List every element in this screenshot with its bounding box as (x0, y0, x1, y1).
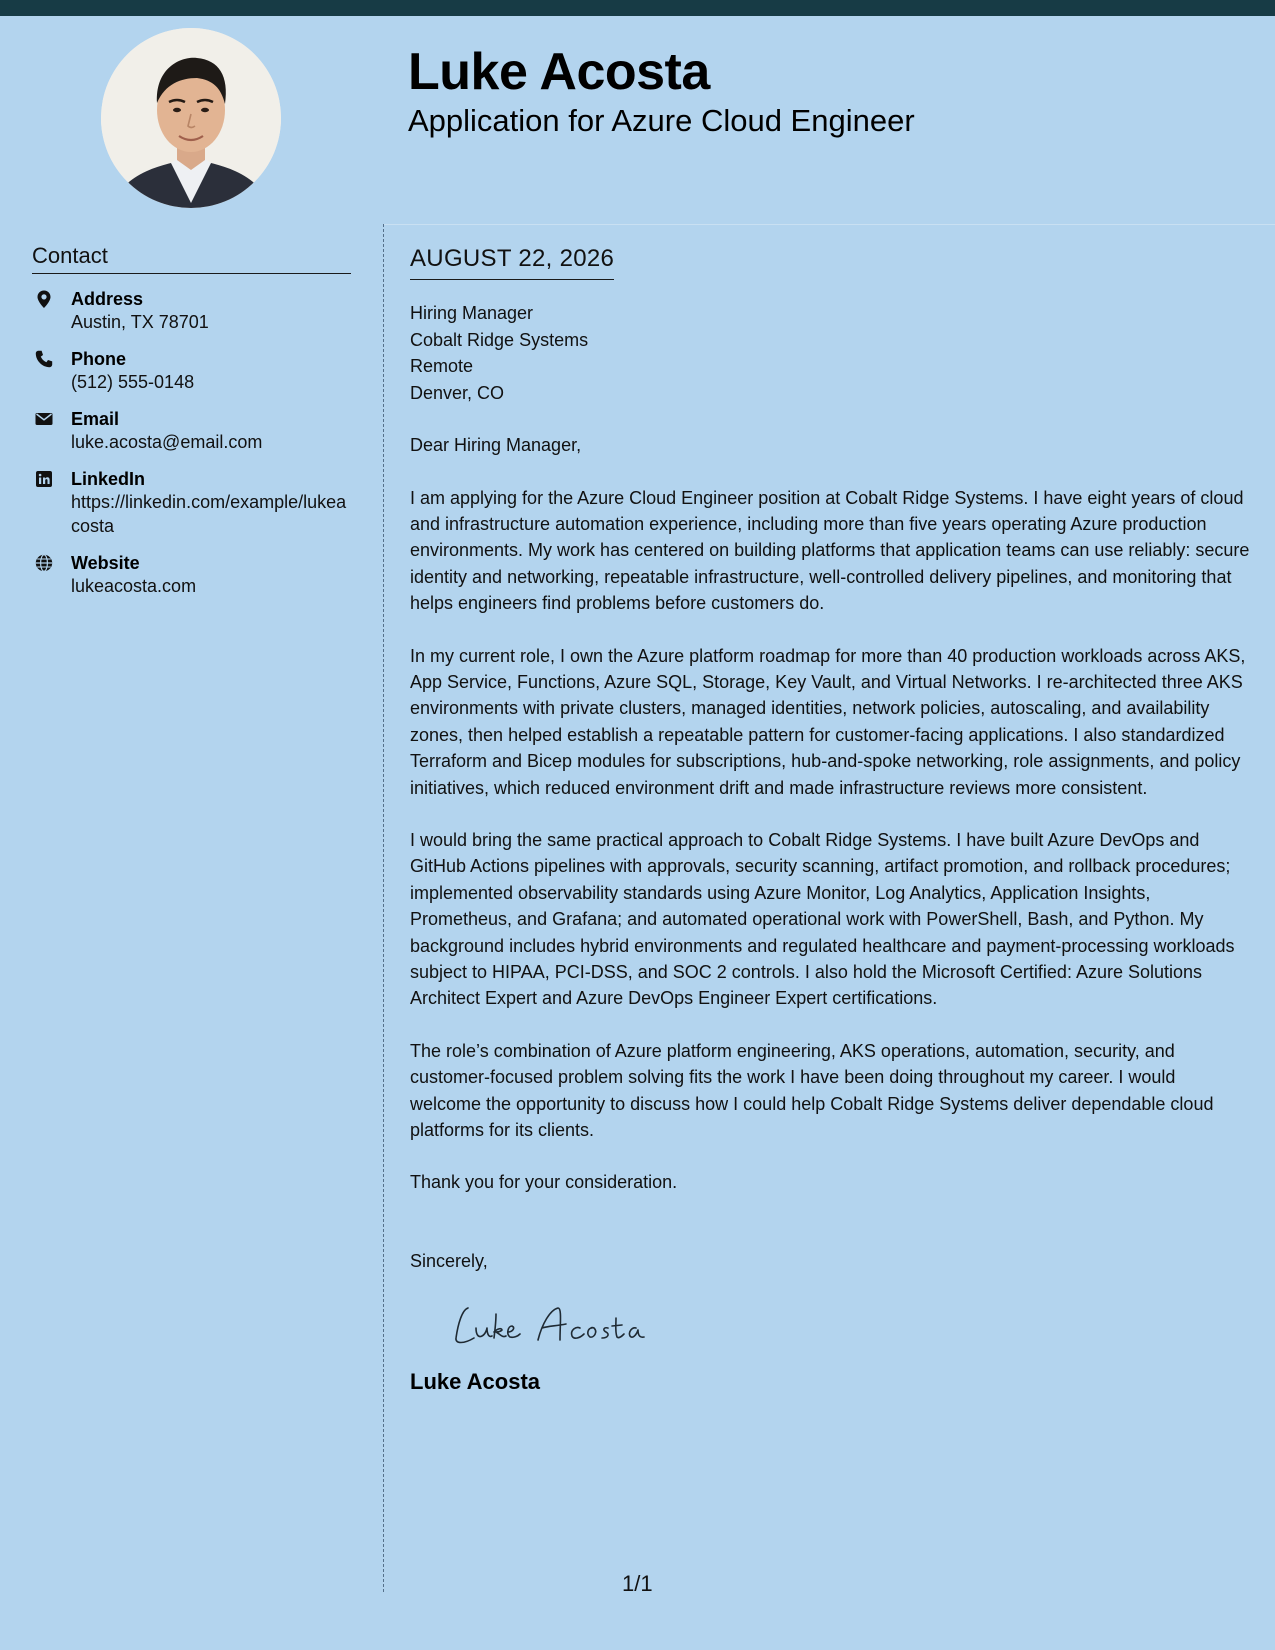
contact-value[interactable]: lukeacosta.com (71, 576, 197, 596)
closing-line: Sincerely, (410, 1250, 488, 1271)
letter-date: AUGUST 22, 2026 (410, 244, 614, 280)
contact-label: LinkedIn (71, 469, 146, 489)
body-paragraph: In my current role, I own the Azure platform roadmap for more than 40 production workloads across AKS, App Service, Functions, Azure SQL, Storage, Key Vault, and Virtual Networks. I re-architected three AKS environments with private clusters, managed identities, network policies, autoscaling, and availability zones, then helped establish a repeatable pattern for customer-facing applications. I also standardized Terraform and Bicep modules for subscriptions, hub-and-spoke networking, role assignments, and policy initiatives, which reduced environment drift and made infrastructure reviews more consistent. (410, 645, 1246, 798)
thank-you-line: Thank you for your consideration. (410, 1172, 678, 1193)
letter-body (410, 244, 1250, 1396)
recipient-line: Hiring Manager (410, 303, 534, 323)
body-paragraph: I am applying for the Azure Cloud Engineer position at Cobalt Ridge Systems. I have eight years of cloud and infrastructure automation experience, including more than five years operating Azure production environments. My work has centered on building platforms that application teams can use reliably: secure identity and networking, repeatable infrastructure, well-controlled delivery pipelines, and monitoring that helps engineers find problems before customers do. (410, 487, 1250, 614)
contact-linkedin (32, 468, 351, 538)
contact-value[interactable]: luke.acosta@email.com (71, 432, 263, 452)
recipient-line: Cobalt Ridge Systems (410, 329, 589, 350)
contact-label: Website (71, 553, 140, 573)
header-divider (384, 224, 1275, 225)
application-subtitle: Application for Azure Cloud Engineer (408, 103, 915, 138)
contact-email (32, 408, 351, 454)
contact-label: Address (71, 289, 144, 309)
handwritten-signature (442, 1294, 662, 1354)
email-icon (34, 409, 54, 429)
contact-value: Austin, TX 78701 (71, 312, 209, 332)
contact-value: (512) 555-0148 (71, 372, 195, 392)
contact-phone (32, 348, 351, 394)
linkedin-icon (34, 469, 54, 489)
contact-heading: Contact (32, 242, 351, 274)
contact-value[interactable]: https://linkedin.com/example/lukeacosta (71, 492, 347, 536)
page-number: 1/1 (622, 1571, 653, 1596)
column-divider (383, 224, 384, 1592)
map-pin-icon (34, 289, 54, 309)
recipient-line: Denver, CO (410, 382, 505, 403)
recipient-line: Remote (410, 356, 474, 376)
phone-icon (34, 349, 54, 369)
contact-label: Phone (71, 349, 127, 369)
contact-address (32, 288, 351, 334)
greeting: Dear Hiring Manager, (410, 435, 582, 455)
body-paragraph: I would bring the same practical approach to Cobalt Ridge Systems. I have built Azure DevOps and GitHub Actions pipelines with approvals, security scanning, artifact promotion, and rollback procedures; implemented observability standards using Azure Monitor, Log Analytics, Application Insights, Prometheus, and Grafana; and automated operational work with PowerShell, Bash, and Python. My background includes hybrid environments and regulated healthcare and payment-processing workloads subject to HIPAA, PCI-DSS, and SOC 2 controls. I also hold the Microsoft Certified: Azure Solutions Architect Expert and Azure DevOps Engineer Expert certifications. (410, 829, 1235, 1009)
body-paragraph: The role’s combination of Azure platform engineering, AKS operations, automation, security, and customer-focused problem solving fits the work I have been doing throughout my career. I would welcome the opportunity to discuss how I could help Cobalt Ridge Systems deliver dependable cloud platforms for its clients. (410, 1040, 1214, 1141)
applicant-name: Luke Acosta (408, 43, 710, 101)
contact-label: Email (71, 409, 120, 429)
contact-website (32, 552, 351, 598)
top-accent-bar (0, 0, 1275, 16)
profile-photo (101, 28, 281, 208)
signer-name: Luke Acosta (410, 1369, 541, 1395)
recipient-address (410, 300, 1250, 406)
contact-sidebar (32, 242, 351, 598)
globe-icon (34, 553, 54, 573)
